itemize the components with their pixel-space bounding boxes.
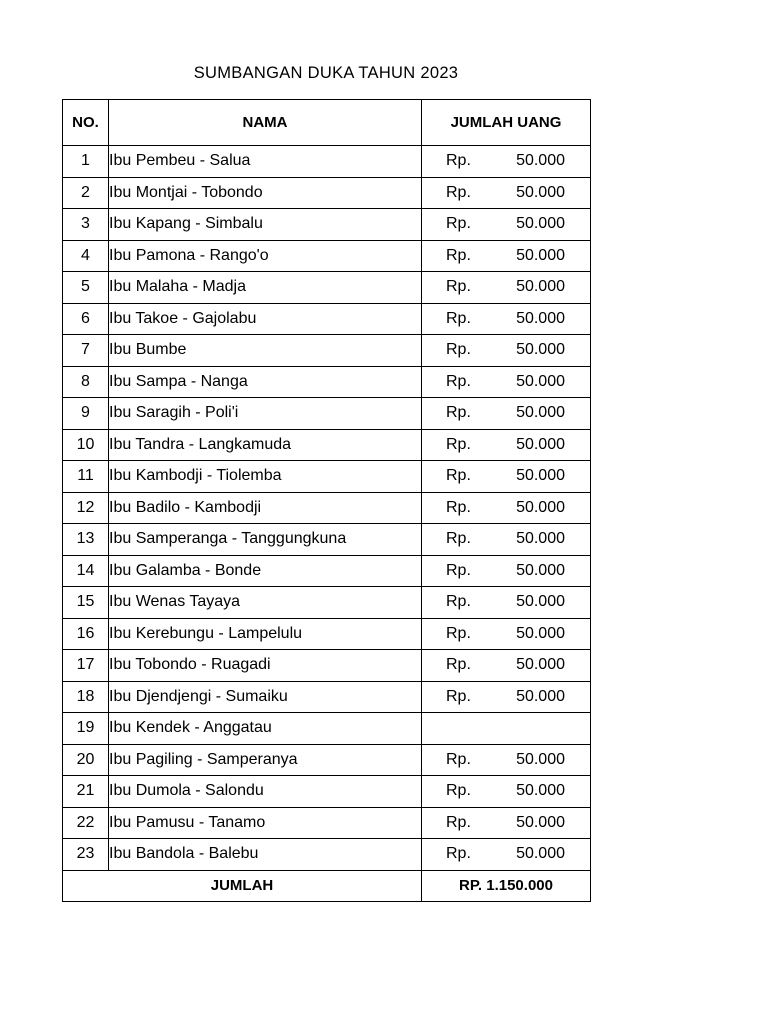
table-row (63, 618, 591, 650)
total-row (63, 870, 591, 902)
table-row (63, 744, 591, 776)
row-currency: Rp. (446, 467, 471, 485)
row-name: Ibu Galamba - Bonde (109, 555, 422, 587)
row-amount-value: 50.000 (516, 404, 565, 422)
row-number: 4 (63, 240, 109, 272)
row-amount-value: 50.000 (516, 152, 565, 170)
table-row (63, 461, 591, 493)
row-amount (422, 461, 591, 493)
row-amount-value: 50.000 (516, 561, 565, 579)
row-number: 20 (63, 744, 109, 776)
row-amount (422, 587, 591, 619)
row-currency: Rp. (446, 782, 471, 800)
header-name: NAMA (109, 100, 422, 146)
row-currency: Rp. (446, 498, 471, 516)
row-currency: Rp. (446, 561, 471, 579)
row-currency: Rp. (446, 624, 471, 642)
row-currency: Rp. (446, 246, 471, 264)
row-name: Ibu Malaha - Madja (109, 272, 422, 304)
row-amount (422, 555, 591, 587)
row-currency: Rp. (446, 687, 471, 705)
row-name: Ibu Kerebungu - Lampelulu (109, 618, 422, 650)
row-name: Ibu Samperanga - Tanggungkuna (109, 524, 422, 556)
row-amount (422, 713, 591, 745)
row-number: 1 (63, 146, 109, 178)
row-amount (422, 681, 591, 713)
row-number: 12 (63, 492, 109, 524)
row-amount (422, 146, 591, 178)
row-amount-value: 50.000 (516, 309, 565, 327)
row-name: Ibu Wenas Tayaya (109, 587, 422, 619)
row-currency: Rp. (446, 341, 471, 359)
row-name: Ibu Pagiling - Samperanya (109, 744, 422, 776)
table-row (63, 776, 591, 808)
row-amount-value: 50.000 (516, 750, 565, 768)
row-amount-value: 50.000 (516, 845, 565, 863)
table-header-row (63, 100, 591, 146)
row-number: 11 (63, 461, 109, 493)
row-number: 21 (63, 776, 109, 808)
total-value: RP. 1.150.000 (422, 870, 591, 902)
row-name: Ibu Montjai - Tobondo (109, 177, 422, 209)
row-amount (422, 839, 591, 871)
row-number: 10 (63, 429, 109, 461)
row-number: 16 (63, 618, 109, 650)
table-row (63, 335, 591, 367)
row-number: 5 (63, 272, 109, 304)
row-name: Ibu Tobondo - Ruagadi (109, 650, 422, 682)
table-row (63, 492, 591, 524)
row-name: Ibu Bumbe (109, 335, 422, 367)
row-amount (422, 744, 591, 776)
row-number: 23 (63, 839, 109, 871)
row-currency: Rp. (446, 404, 471, 422)
row-name: Ibu Bandola - Balebu (109, 839, 422, 871)
row-amount-value: 50.000 (516, 498, 565, 516)
row-currency: Rp. (446, 750, 471, 768)
row-amount (422, 776, 591, 808)
table-row (63, 524, 591, 556)
row-amount (422, 398, 591, 430)
table-row (63, 650, 591, 682)
row-amount (422, 335, 591, 367)
row-amount-value: 50.000 (516, 624, 565, 642)
table-row (63, 209, 591, 241)
row-number: 2 (63, 177, 109, 209)
row-name: Ibu Kambodji - Tiolemba (109, 461, 422, 493)
row-amount-value: 50.000 (516, 278, 565, 296)
table-row (63, 398, 591, 430)
table-row (63, 177, 591, 209)
row-amount (422, 524, 591, 556)
header-amount: JUMLAH UANG (422, 100, 591, 146)
page-title: SUMBANGAN DUKA TAHUN 2023 (193, 64, 459, 82)
row-currency: Rp. (446, 152, 471, 170)
row-number: 18 (63, 681, 109, 713)
table-row (63, 807, 591, 839)
table-row (63, 555, 591, 587)
row-currency: Rp. (446, 530, 471, 548)
table-row (63, 240, 591, 272)
row-currency: Rp. (446, 183, 471, 201)
row-amount-value: 50.000 (516, 183, 565, 201)
row-amount (422, 177, 591, 209)
row-amount (422, 429, 591, 461)
row-name: Ibu Pamona - Rango'o (109, 240, 422, 272)
table-row (63, 681, 591, 713)
row-number: 8 (63, 366, 109, 398)
row-amount-value: 50.000 (516, 530, 565, 548)
table-body (63, 146, 591, 871)
row-amount-value: 50.000 (516, 246, 565, 264)
row-amount (422, 492, 591, 524)
row-number: 19 (63, 713, 109, 745)
row-name: Ibu Badilo - Kambodji (109, 492, 422, 524)
row-number: 9 (63, 398, 109, 430)
row-amount-value: 50.000 (516, 687, 565, 705)
row-currency: Rp. (446, 845, 471, 863)
row-name: Ibu Kapang - Simbalu (109, 209, 422, 241)
row-amount-value: 50.000 (516, 813, 565, 831)
row-currency: Rp. (446, 215, 471, 233)
row-amount (422, 209, 591, 241)
row-currency: Rp. (446, 593, 471, 611)
row-number: 13 (63, 524, 109, 556)
row-amount (422, 240, 591, 272)
row-amount-value: 50.000 (516, 372, 565, 390)
row-amount (422, 618, 591, 650)
row-amount (422, 366, 591, 398)
row-number: 3 (63, 209, 109, 241)
row-amount (422, 807, 591, 839)
row-amount-value: 50.000 (516, 215, 565, 233)
total-label: JUMLAH (63, 870, 422, 902)
row-name: Ibu Pembeu - Salua (109, 146, 422, 178)
row-number: 22 (63, 807, 109, 839)
table-row (63, 429, 591, 461)
row-currency: Rp. (446, 813, 471, 831)
row-currency: Rp. (446, 435, 471, 453)
row-name: Ibu Saragih - Poli'i (109, 398, 422, 430)
row-number: 6 (63, 303, 109, 335)
row-name: Ibu Tandra - Langkamuda (109, 429, 422, 461)
row-currency: Rp. (446, 656, 471, 674)
table-row (63, 839, 591, 871)
row-currency: Rp. (446, 372, 471, 390)
row-amount-value: 50.000 (516, 656, 565, 674)
row-amount-value: 50.000 (516, 435, 565, 453)
row-name: Ibu Takoe - Gajolabu (109, 303, 422, 335)
table-row (63, 713, 591, 745)
row-number: 7 (63, 335, 109, 367)
table-row (63, 587, 591, 619)
table-row (63, 303, 591, 335)
row-amount (422, 303, 591, 335)
donation-table (62, 99, 591, 902)
row-amount-value: 50.000 (516, 341, 565, 359)
row-name: Ibu Kendek - Anggatau (109, 713, 422, 745)
header-no: NO. (63, 100, 109, 146)
table-row (63, 146, 591, 178)
row-amount (422, 272, 591, 304)
row-currency: Rp. (446, 309, 471, 327)
row-number: 14 (63, 555, 109, 587)
row-name: Ibu Pamusu - Tanamo (109, 807, 422, 839)
row-amount (422, 650, 591, 682)
row-number: 17 (63, 650, 109, 682)
row-amount-value: 50.000 (516, 782, 565, 800)
row-amount-value: 50.000 (516, 467, 565, 485)
row-name: Ibu Djendjengi - Sumaiku (109, 681, 422, 713)
table-row (63, 366, 591, 398)
row-name: Ibu Dumola - Salondu (109, 776, 422, 808)
row-name: Ibu Sampa - Nanga (109, 366, 422, 398)
row-number: 15 (63, 587, 109, 619)
table-row (63, 272, 591, 304)
row-currency: Rp. (446, 278, 471, 296)
row-amount-value: 50.000 (516, 593, 565, 611)
